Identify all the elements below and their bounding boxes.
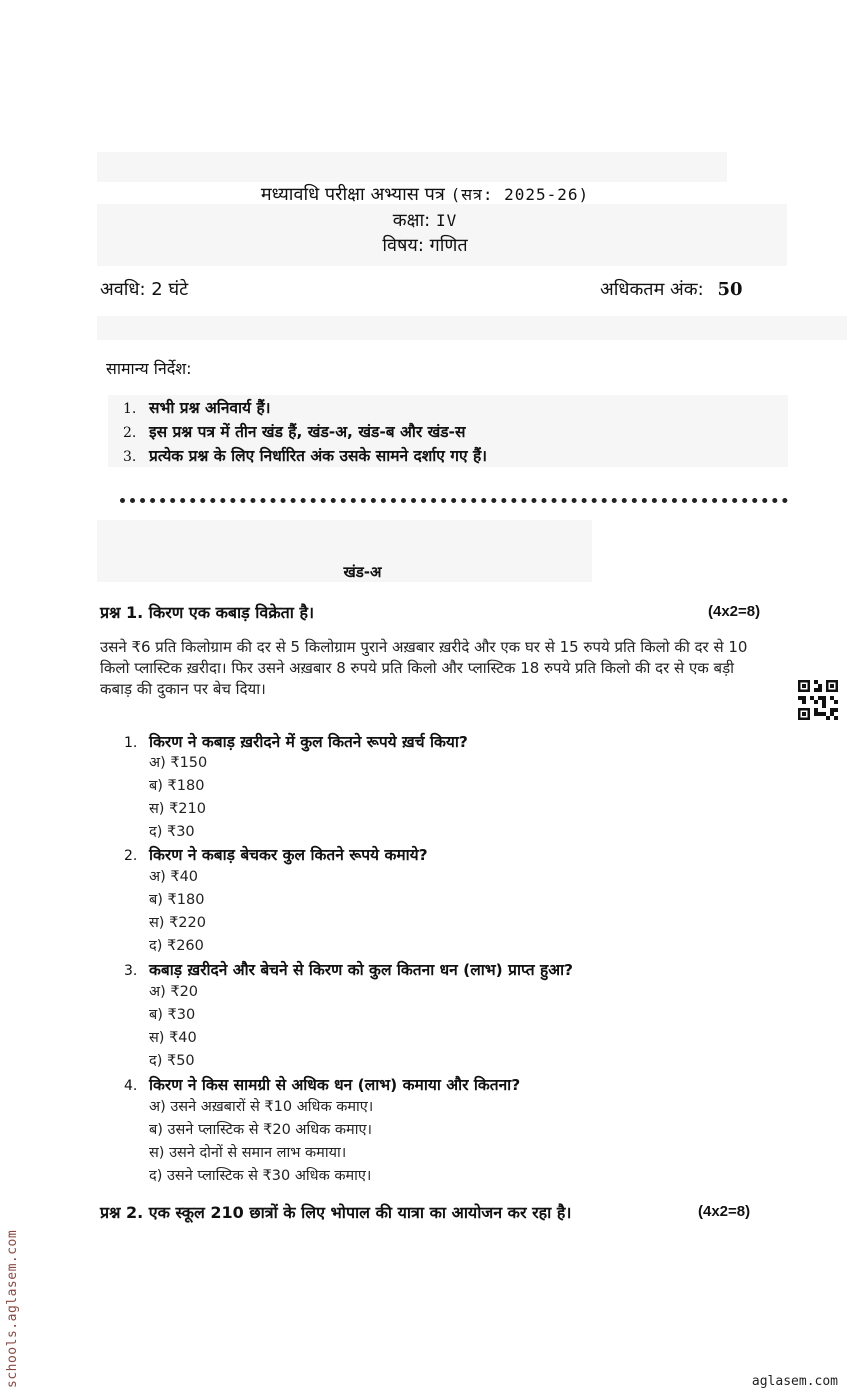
instruction-text: इस प्रश्न पत्र में तीन खंड हैं, खंड-अ, खंड-ब और खंड-स [149,423,466,441]
duration: अवधि: 2 घंटे [100,279,189,300]
question-1-passage: उसने ₹6 प्रति किलोग्राम की दर से 5 किलोग्राम पुराने अख़बार ख़रीदे और एक घर से 15 रुपये प्रति किलो की दर से 10 किलो प्लास्टिक ख़रीदा। फिर उसने अख़बार 8 रुपये प्रति किलो और प्लास्टिक 18 रुपये प्रति किलो की दर से एक बड़ी कबाड़ की दुकान पर बेच दिया। [100,638,748,698]
option: द) उसने प्लास्टिक से ₹30 अधिक कमाए। [149,1168,372,1184]
option: ब) ₹30 [149,1007,196,1023]
option: द) ₹50 [149,1053,195,1069]
max-marks-value: 50 [717,279,743,300]
instruction-number: 2. [123,425,137,441]
side-watermark-text: schools.aglasem.com [5,1229,20,1388]
subject-line: विषय: गणित [382,235,468,256]
subquestion-text: किरण ने कबाड़ बेचकर कुल कितने रूपये कमाये? [149,846,428,864]
question-2-label: प्रश्न 2. एक स्कूल 210 छात्रों के लिए भोपाल की यात्रा का आयोजन कर रहा है। [100,1203,572,1222]
option: द) ₹30 [149,824,195,840]
paper-title-text: मध्यावधि परीक्षा अभ्यास पत्र [260,184,445,205]
option: स) उसने दोनों से समान लाभ कमाया। [149,1145,347,1161]
subquestion-number: 4. [124,1078,138,1094]
option: ब) उसने प्लास्टिक से ₹20 अधिक कमाए। [149,1122,372,1138]
option: अ) ₹20 [149,984,199,1000]
subquestion-text: किरण ने कबाड़ ख़रीदने में कुल कितने रूपये ख़र्च किया? [149,733,468,751]
subquestion-text: कबाड़ ख़रीदने और बेचने से किरण को कुल कितना धन (लाभ) प्राप्त हुआ? [149,961,574,979]
instruction-item [123,396,487,420]
subquestion-text: किरण ने किस सामग्री से अधिक धन (लाभ) कमाया और कितना? [149,1076,521,1094]
subquestion-number: 2. [124,848,138,864]
instruction-item [123,444,487,468]
instruction-item [123,420,487,444]
class-line [0,208,850,232]
instructions-title: सामान्य निर्देश: [106,359,192,378]
instruction-number: 3. [123,449,137,465]
option: स) ₹220 [149,915,206,931]
option: ब) ₹180 [149,778,205,794]
class-value: IV [435,211,458,230]
side-watermark [3,1200,25,1390]
class-label: कक्षा: [392,210,431,231]
instruction-text: सभी प्रश्न अनिवार्य हैं। [149,399,271,417]
max-marks [600,277,743,301]
instruction-number: 1. [123,401,137,417]
question-2-marks: (4x2=8) [698,1203,751,1220]
question-1-label: प्रश्न 1. किरण एक कबाड़ विक्रेता है। [100,603,315,622]
option: द) ₹260 [149,938,204,954]
option: स) ₹40 [149,1030,197,1046]
instruction-text: प्रत्येक प्रश्न के लिए निर्धारित अंक उसके सामने दर्शाए गए हैं। [149,447,488,465]
session-text: (सत्र: 2025-26) [450,185,590,204]
option: अ) उसने अख़बारों से ₹10 अधिक कमाए। [149,1099,374,1115]
question-1-marks: (4x2=8) [708,603,761,620]
subquestion-number: 1. [124,735,138,751]
qr-code-icon [798,680,838,720]
subquestion-2 [124,843,428,865]
subquestion-3 [124,958,573,980]
scan-shade [97,316,847,340]
instructions-list [123,396,487,468]
max-marks-label: अधिकतम अंक: [600,279,704,300]
option: अ) ₹40 [149,869,199,885]
option: अ) ₹150 [149,755,208,771]
subquestion-4 [124,1073,520,1095]
footer-watermark: aglasem.com [751,1374,838,1389]
subquestion-1 [124,730,468,752]
option: ब) ₹180 [149,892,205,908]
scan-shade [97,152,727,182]
option: स) ₹210 [149,801,206,817]
section-a-heading: खंड-अ [343,563,382,581]
paper-title [0,182,850,206]
dotted-divider [120,498,788,503]
subquestion-number: 3. [124,963,138,979]
